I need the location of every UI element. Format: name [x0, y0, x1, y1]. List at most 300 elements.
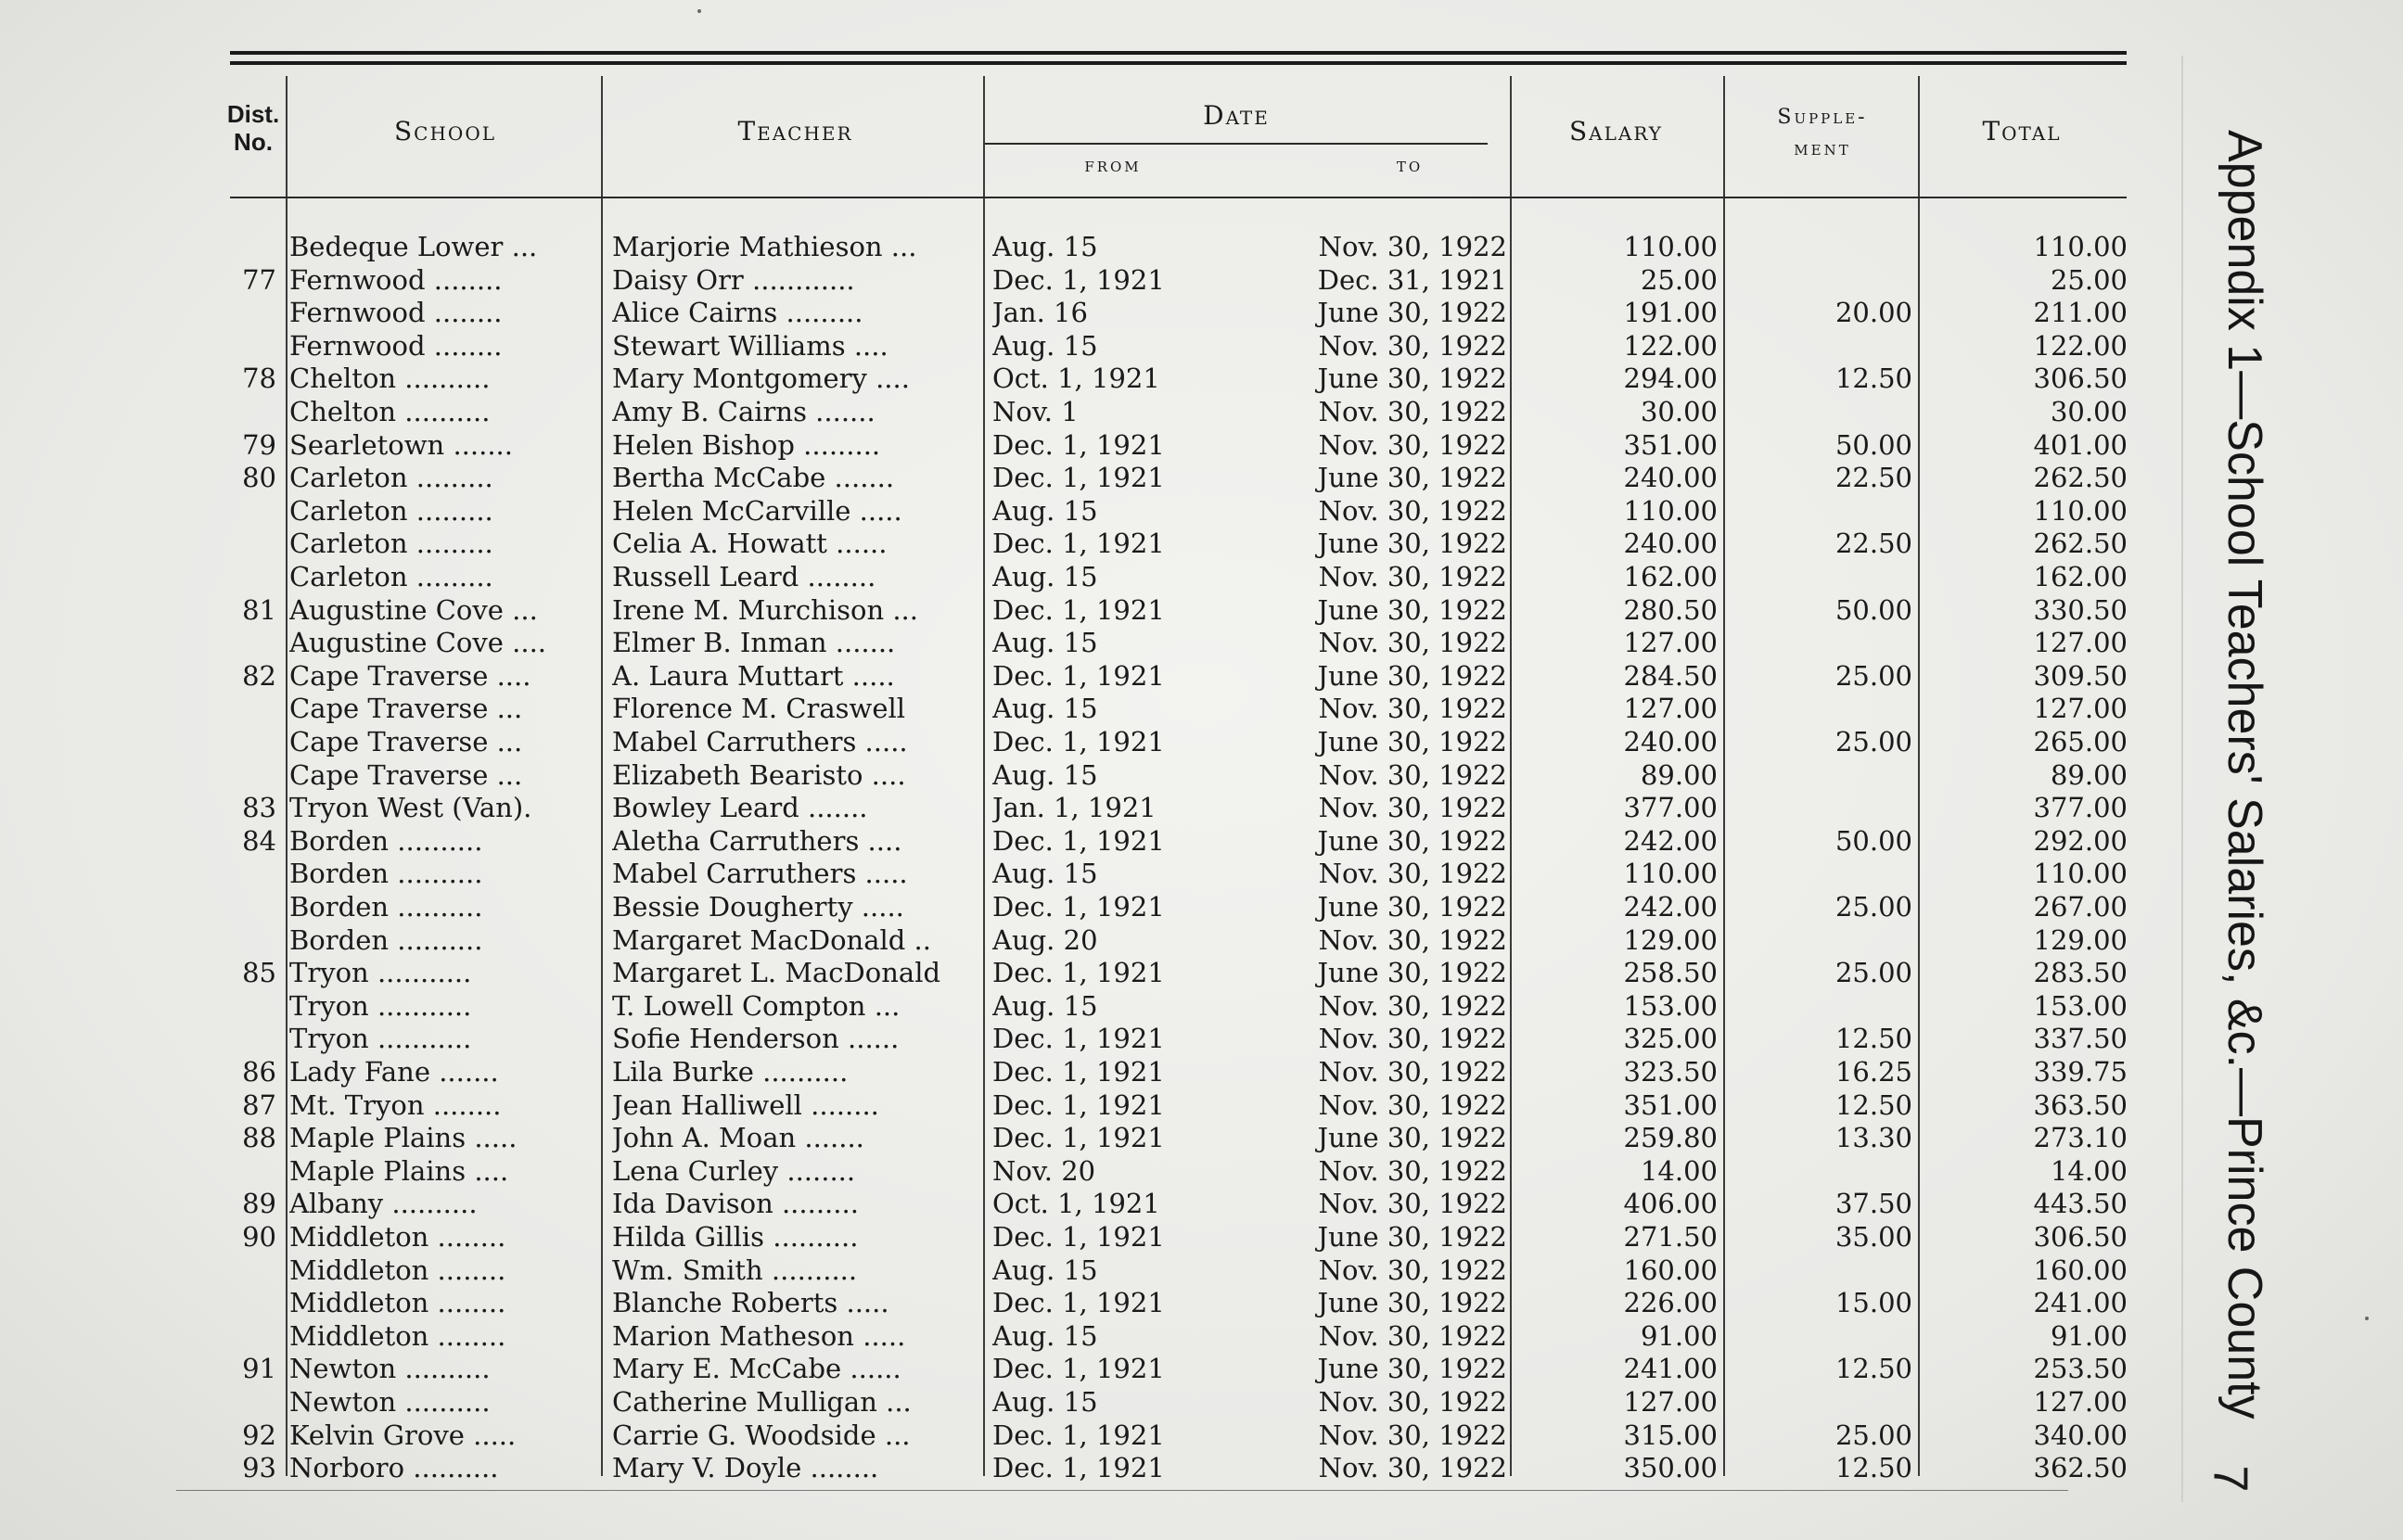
cell-total: 127.00	[2033, 693, 2128, 725]
cell-date-to: Nov. 30, 1922	[1318, 858, 1507, 890]
cell-salary: 323.50	[1623, 1056, 1718, 1088]
cell-teacher: Russell Leard ........	[612, 561, 876, 592]
table-row	[0, 296, 2226, 329]
cell-total: 127.00	[2033, 1386, 2128, 1418]
table-row	[0, 593, 2226, 627]
cell-date-from: Dec. 1, 1921	[992, 528, 1165, 560]
cell-date-to: June 30, 1922	[1317, 363, 1507, 395]
cell-school: Chelton ..........	[289, 363, 491, 395]
cell-total: 362.50	[2033, 1452, 2128, 1484]
table-row	[0, 1055, 2226, 1088]
cell-dist-no: 86	[242, 1056, 276, 1088]
cell-date-to: June 30, 1922	[1317, 593, 1507, 626]
cell-date-from: Dec. 1, 1921	[992, 891, 1165, 923]
cell-teacher: Catherine Mulligan ...	[612, 1386, 912, 1418]
cell-school: Tryon West (Van).	[289, 792, 532, 824]
cell-salary: 30.00	[1640, 396, 1718, 427]
table-row	[0, 428, 2226, 462]
cell-total: 292.00	[2033, 824, 2128, 857]
table-row	[0, 989, 2226, 1023]
table-row	[0, 263, 2226, 297]
cell-salary: 127.00	[1623, 693, 1718, 725]
cell-salary: 242.00	[1623, 891, 1718, 923]
cell-salary: 294.00	[1623, 363, 1718, 395]
cell-date-from: Dec. 1, 1921	[992, 1221, 1165, 1253]
cell-school: Cape Traverse ...	[289, 726, 523, 757]
cell-school: Albany ..........	[289, 1188, 478, 1220]
cell-salary: 153.00	[1623, 989, 1718, 1022]
header-to: to	[1396, 154, 1424, 177]
cell-supplement: 25.00	[1834, 891, 1912, 923]
cell-supplement: 12.50	[1834, 1023, 1912, 1055]
cell-date-from: Aug. 15	[992, 231, 1098, 262]
cell-teacher: Margaret MacDonald ..	[612, 923, 931, 956]
cell-date-to: Nov. 30, 1922	[1318, 396, 1507, 427]
cell-school: Cape Traverse ....	[289, 659, 531, 692]
table-row	[0, 956, 2226, 989]
cell-teacher: A. Laura Muttart .....	[612, 659, 895, 692]
cell-dist-no: 84	[242, 824, 276, 857]
cell-salary: 377.00	[1623, 792, 1718, 824]
cell-date-from: Aug. 15	[992, 693, 1098, 725]
cell-total: 401.00	[2033, 428, 2128, 461]
cell-supplement: 12.50	[1834, 1088, 1912, 1121]
cell-salary: 191.00	[1623, 297, 1718, 329]
cell-total: 127.00	[2033, 627, 2128, 659]
cell-dist-no: 83	[242, 792, 276, 824]
cell-dist-no: 88	[242, 1122, 276, 1154]
header-supplement-line2: ment	[1794, 137, 1851, 160]
table-row	[0, 560, 2226, 593]
cell-total: 377.00	[2033, 792, 2128, 824]
cell-date-from: Dec. 1, 1921	[992, 1056, 1165, 1088]
cell-date-from: Nov. 1	[992, 396, 1079, 427]
cell-teacher: Stewart Williams ....	[612, 329, 888, 362]
print-speck	[697, 9, 701, 13]
table-row	[0, 857, 2226, 890]
cell-total: 110.00	[2033, 858, 2128, 890]
cell-total: 253.50	[2033, 1353, 2128, 1385]
cell-total: 339.75	[2033, 1056, 2128, 1088]
table-row	[0, 1154, 2226, 1188]
cell-date-to: Nov. 30, 1922	[1318, 428, 1507, 461]
cell-school: Tryon ...........	[289, 989, 472, 1022]
cell-salary: 162.00	[1623, 561, 1718, 592]
cell-dist-no: 77	[242, 263, 276, 296]
cell-teacher: Elizabeth Bearisto ....	[612, 758, 906, 791]
cell-salary: 14.00	[1640, 1154, 1718, 1187]
table-row	[0, 527, 2226, 560]
table-row	[0, 1385, 2226, 1419]
cell-date-from: Aug. 15	[992, 1386, 1098, 1418]
table-row	[0, 395, 2226, 428]
cell-date-from: Aug. 15	[992, 758, 1098, 791]
cell-supplement: 12.50	[1834, 363, 1912, 395]
cell-dist-no: 89	[242, 1188, 276, 1220]
table-row	[0, 1419, 2226, 1452]
cell-salary: 241.00	[1623, 1353, 1718, 1385]
cell-date-to: June 30, 1922	[1317, 297, 1507, 329]
cell-total: 262.50	[2033, 528, 2128, 560]
cell-school: Cape Traverse ...	[289, 758, 523, 791]
cell-dist-no: 91	[242, 1353, 276, 1385]
cell-date-from: Aug. 15	[992, 329, 1098, 362]
cell-date-to: June 30, 1922	[1317, 891, 1507, 923]
cell-dist-no: 93	[242, 1452, 276, 1484]
cell-date-to: June 30, 1922	[1317, 1287, 1507, 1319]
cell-dist-no: 80	[242, 462, 276, 494]
cell-salary: 350.00	[1623, 1452, 1718, 1484]
table-row	[0, 1451, 2226, 1484]
cell-dist-no: 79	[242, 428, 276, 461]
page-fold-line	[2181, 56, 2183, 1502]
cell-total: 267.00	[2033, 891, 2128, 923]
cell-supplement: 22.50	[1834, 528, 1912, 560]
table-row	[0, 725, 2226, 758]
cell-total: 160.00	[2033, 1254, 2128, 1286]
header-teacher: Teacher	[737, 116, 853, 146]
table-row	[0, 824, 2226, 858]
cell-teacher: Jean Halliwell ........	[612, 1088, 879, 1121]
cell-teacher: Bessie Dougherty .....	[612, 891, 904, 923]
cell-teacher: Blanche Roberts .....	[612, 1287, 889, 1319]
table-row	[0, 461, 2226, 494]
cell-salary: 127.00	[1623, 1386, 1718, 1418]
cell-date-to: June 30, 1922	[1317, 528, 1507, 560]
cell-teacher: Bowley Leard .......	[612, 792, 868, 824]
table-row	[0, 1352, 2226, 1385]
header-dist	[223, 100, 284, 156]
cell-school: Augustine Cove ...	[289, 593, 538, 626]
running-title: Appendix 1—School Teachers' Salaries, &c.—Prince County	[2218, 130, 2271, 1419]
cell-total: 306.50	[2033, 363, 2128, 395]
cell-date-from: Dec. 1, 1921	[992, 1122, 1165, 1154]
cell-salary: 89.00	[1640, 758, 1718, 791]
cell-school: Bedeque Lower ...	[289, 231, 538, 262]
cell-date-to: June 30, 1922	[1317, 824, 1507, 857]
cell-date-from: Oct. 1, 1921	[992, 363, 1160, 395]
cell-teacher: Ida Davison .........	[612, 1188, 859, 1220]
cell-date-from: Aug. 15	[992, 494, 1098, 527]
table-row	[0, 1254, 2226, 1287]
cell-date-from: Dec. 1, 1921	[992, 726, 1165, 757]
cell-teacher: Irene M. Murchison ...	[612, 593, 918, 626]
cell-school: Fernwood ........	[289, 297, 503, 329]
cell-school: Fernwood ........	[289, 329, 503, 362]
table-row	[0, 1319, 2226, 1353]
cell-total: 273.10	[2033, 1122, 2128, 1154]
header-rule	[230, 197, 2127, 198]
cell-total: 283.50	[2033, 957, 2128, 989]
cell-salary: 240.00	[1623, 528, 1718, 560]
cell-date-to: Nov. 30, 1922	[1318, 627, 1507, 659]
cell-date-to: June 30, 1922	[1317, 957, 1507, 989]
table-row	[0, 1220, 2226, 1254]
cell-total: 340.00	[2033, 1419, 2128, 1451]
cell-school: Middleton ........	[289, 1287, 506, 1319]
cell-date-from: Dec. 1, 1921	[992, 1088, 1165, 1121]
cell-total: 337.50	[2033, 1023, 2128, 1055]
header-dist-label: Dist.	[226, 100, 280, 128]
cell-supplement: 37.50	[1834, 1188, 1912, 1220]
cell-supplement: 25.00	[1834, 957, 1912, 989]
cell-salary: 240.00	[1623, 462, 1718, 494]
cell-total: 211.00	[2033, 297, 2128, 329]
header-supplement	[1730, 102, 1915, 165]
cell-teacher: Helen Bishop .........	[612, 428, 881, 461]
cell-dist-no: 87	[242, 1088, 276, 1121]
cell-teacher: Mary V. Doyle ........	[612, 1452, 879, 1484]
cell-date-to: June 30, 1922	[1317, 726, 1507, 757]
cell-date-from: Dec. 1, 1921	[992, 957, 1165, 989]
cell-teacher: Helen McCarville .....	[612, 494, 902, 527]
table-row	[0, 758, 2226, 792]
cell-supplement: 16.25	[1834, 1056, 1912, 1088]
cell-teacher: Amy B. Cairns .......	[612, 396, 876, 427]
cell-school: Cape Traverse ...	[289, 693, 523, 725]
cell-dist-no: 85	[242, 957, 276, 989]
cell-dist-no: 82	[242, 659, 276, 692]
cell-date-to: Nov. 30, 1922	[1318, 1056, 1507, 1088]
cell-teacher: Alice Cairns .........	[612, 297, 863, 329]
cell-date-to: Nov. 30, 1922	[1318, 1154, 1507, 1187]
cell-salary: 122.00	[1623, 329, 1718, 362]
cell-supplement: 12.50	[1834, 1452, 1912, 1484]
cell-supplement: 25.00	[1834, 726, 1912, 757]
cell-date-to: Nov. 30, 1922	[1318, 1088, 1507, 1121]
cell-date-from: Dec. 1, 1921	[992, 1452, 1165, 1484]
cell-supplement: 50.00	[1834, 824, 1912, 857]
cell-teacher: Elmer B. Inman .......	[612, 627, 896, 659]
cell-date-from: Aug. 15	[992, 627, 1098, 659]
cell-teacher: Hilda Gillis ..........	[612, 1221, 859, 1253]
cell-school: Kelvin Grove .....	[289, 1419, 517, 1451]
cell-school: Borden ..........	[289, 891, 483, 923]
cell-dist-no: 92	[242, 1419, 276, 1451]
cell-salary: 129.00	[1623, 923, 1718, 956]
header-salary: Salary	[1569, 116, 1663, 146]
cell-supplement: 25.00	[1834, 659, 1912, 692]
cell-date-from: Dec. 1, 1921	[992, 1287, 1165, 1319]
cell-salary: 315.00	[1623, 1419, 1718, 1451]
cell-date-to: Nov. 30, 1922	[1318, 693, 1507, 725]
cell-teacher: Margaret L. MacDonald	[612, 957, 941, 989]
table-row	[0, 626, 2226, 659]
cell-total: 443.50	[2033, 1188, 2128, 1220]
header-supplement-line1: Supple-	[1777, 106, 1868, 129]
cell-date-from: Aug. 15	[992, 858, 1098, 890]
cell-date-to: June 30, 1922	[1317, 659, 1507, 692]
cell-total: 265.00	[2033, 726, 2128, 757]
cell-school: Tryon ...........	[289, 957, 472, 989]
cell-total: 91.00	[2050, 1319, 2128, 1352]
table-row	[0, 230, 2226, 263]
cell-date-to: Nov. 30, 1922	[1318, 758, 1507, 791]
cell-date-from: Nov. 20	[992, 1154, 1096, 1187]
cell-total: 122.00	[2033, 329, 2128, 362]
cell-date-from: Dec. 1, 1921	[992, 462, 1165, 494]
cell-dist-no: 90	[242, 1221, 276, 1253]
cell-total: 262.50	[2033, 462, 2128, 494]
cell-school: Newton ..........	[289, 1386, 491, 1418]
table-row	[0, 923, 2226, 957]
table-row	[0, 362, 2226, 395]
cell-salary: 240.00	[1623, 726, 1718, 757]
cell-total: 162.00	[2033, 561, 2128, 592]
cell-date-from: Aug. 15	[992, 1319, 1098, 1352]
cell-date-to: Nov. 30, 1922	[1318, 1188, 1507, 1220]
cell-teacher: Wm. Smith ..........	[612, 1254, 858, 1286]
cell-school: Augustine Cove ....	[289, 627, 547, 659]
print-speck	[2365, 1317, 2369, 1320]
cell-teacher: John A. Moan .......	[612, 1122, 864, 1154]
cell-dist-no: 81	[242, 593, 276, 626]
cell-date-to: Nov. 30, 1922	[1318, 1386, 1507, 1418]
cell-date-to: June 30, 1922	[1317, 1353, 1507, 1385]
cell-date-to: Nov. 30, 1922	[1318, 1419, 1507, 1451]
cell-teacher: Lena Curley ........	[612, 1154, 856, 1187]
cell-school: Tryon ...........	[289, 1023, 472, 1055]
cell-teacher: Marion Matheson .....	[612, 1319, 906, 1352]
cell-date-to: Nov. 30, 1922	[1318, 792, 1507, 824]
cell-supplement: 15.00	[1834, 1287, 1912, 1319]
table-row	[0, 494, 2226, 528]
cell-date-from: Dec. 1, 1921	[992, 428, 1165, 461]
header-date: Date	[1203, 100, 1270, 131]
cell-school: Carleton .........	[289, 462, 493, 494]
table-row	[0, 890, 2226, 923]
cell-supplement: 25.00	[1834, 1419, 1912, 1451]
cell-school: Borden ..........	[289, 824, 483, 857]
cell-total: 110.00	[2033, 231, 2128, 262]
cell-school: Fernwood ........	[289, 263, 503, 296]
header-from: from	[1084, 154, 1142, 177]
cell-school: Maple Plains .....	[289, 1122, 518, 1154]
cell-teacher: Mabel Carruthers .....	[612, 858, 908, 890]
cell-date-to: Nov. 30, 1922	[1318, 1452, 1507, 1484]
cell-teacher: Bertha McCabe .......	[612, 462, 895, 494]
cell-supplement: 22.50	[1834, 462, 1912, 494]
cell-total: 363.50	[2033, 1088, 2128, 1121]
cell-salary: 258.50	[1623, 957, 1718, 989]
cell-salary: 325.00	[1623, 1023, 1718, 1055]
cell-teacher: Aletha Carruthers ....	[612, 824, 902, 857]
cell-school: Middleton ........	[289, 1254, 506, 1286]
cell-date-from: Aug. 15	[992, 561, 1098, 592]
cell-supplement: 20.00	[1834, 297, 1912, 329]
header-school: School	[394, 116, 496, 146]
cell-total: 25.00	[2050, 263, 2128, 296]
cell-salary: 284.50	[1623, 659, 1718, 692]
cell-salary: 110.00	[1623, 494, 1718, 527]
top-double-rule	[230, 51, 2127, 55]
cell-date-to: June 30, 1922	[1317, 462, 1507, 494]
table-row	[0, 1187, 2226, 1220]
cell-school: Borden ..........	[289, 923, 483, 956]
table-row	[0, 692, 2226, 725]
cell-supplement: 50.00	[1834, 428, 1912, 461]
cell-salary: 351.00	[1623, 428, 1718, 461]
cell-salary: 127.00	[1623, 627, 1718, 659]
cell-total: 30.00	[2050, 396, 2128, 427]
cell-date-to: Nov. 30, 1922	[1318, 1023, 1507, 1055]
table-row	[0, 1121, 2226, 1154]
cell-school: Middleton ........	[289, 1221, 506, 1253]
top-double-rule-lower	[230, 61, 2127, 65]
cell-total: 110.00	[2033, 494, 2128, 527]
cell-supplement: 12.50	[1834, 1353, 1912, 1385]
cell-date-to: Nov. 30, 1922	[1318, 561, 1507, 592]
date-underline	[985, 143, 1488, 145]
cell-school: Norboro ..........	[289, 1452, 499, 1484]
cell-teacher: Daisy Orr ............	[612, 263, 855, 296]
cell-school: Carleton .........	[289, 528, 493, 560]
cell-salary: 242.00	[1623, 824, 1718, 857]
cell-date-from: Aug. 15	[992, 1254, 1098, 1286]
cell-school: Carleton .........	[289, 494, 493, 527]
cell-salary: 406.00	[1623, 1188, 1718, 1220]
cell-total: 129.00	[2033, 923, 2128, 956]
table-row	[0, 329, 2226, 363]
table-row	[0, 1022, 2226, 1055]
cell-total: 14.00	[2050, 1154, 2128, 1187]
cell-school: Carleton .........	[289, 561, 493, 592]
cell-school: Borden ..........	[289, 858, 483, 890]
cell-school: Middleton ........	[289, 1319, 506, 1352]
cell-school: Lady Fane .......	[289, 1056, 499, 1088]
cell-salary: 351.00	[1623, 1088, 1718, 1121]
cell-supplement: 13.30	[1834, 1122, 1912, 1154]
cell-date-from: Dec. 1, 1921	[992, 1419, 1165, 1451]
cell-total: 89.00	[2050, 758, 2128, 791]
cell-supplement: 35.00	[1834, 1221, 1912, 1253]
table-row	[0, 659, 2226, 693]
header-total: Total	[1982, 116, 2062, 146]
cell-teacher: Sofie Henderson ......	[612, 1023, 900, 1055]
cell-teacher: Florence M. Craswell	[612, 693, 906, 725]
cell-school: Newton ..........	[289, 1353, 491, 1385]
cell-teacher: Mabel Carruthers .....	[612, 726, 908, 757]
cell-date-to: Dec. 31, 1921	[1317, 263, 1507, 296]
cell-salary: 110.00	[1623, 858, 1718, 890]
cell-date-from: Oct. 1, 1921	[992, 1188, 1160, 1220]
cell-school: Chelton ..........	[289, 396, 491, 427]
cell-dist-no: 78	[242, 363, 276, 395]
cell-date-to: Nov. 30, 1922	[1318, 231, 1507, 262]
cell-teacher: Lila Burke ..........	[612, 1056, 849, 1088]
cell-date-to: June 30, 1922	[1317, 1122, 1507, 1154]
table-row	[0, 791, 2226, 824]
cell-date-from: Dec. 1, 1921	[992, 593, 1165, 626]
cell-total: 153.00	[2033, 989, 2128, 1022]
cell-salary: 280.50	[1623, 593, 1718, 626]
cell-teacher: Celia A. Howatt ......	[612, 528, 888, 560]
cell-total: 309.50	[2033, 659, 2128, 692]
page-number: 7	[2203, 1465, 2257, 1493]
cell-salary: 226.00	[1623, 1287, 1718, 1319]
cell-salary: 91.00	[1640, 1319, 1718, 1352]
cell-date-to: Nov. 30, 1922	[1318, 329, 1507, 362]
cell-school: Mt. Tryon ........	[289, 1088, 502, 1121]
cell-date-from: Dec. 1, 1921	[992, 659, 1165, 692]
cell-date-from: Jan. 1, 1921	[992, 792, 1157, 824]
bottom-rule	[176, 1490, 2068, 1491]
cell-date-to: Nov. 30, 1922	[1318, 989, 1507, 1022]
table-row	[0, 1088, 2226, 1122]
cell-supplement: 50.00	[1834, 593, 1912, 626]
cell-date-from: Aug. 20	[992, 923, 1098, 956]
cell-date-to: Nov. 30, 1922	[1318, 494, 1507, 527]
